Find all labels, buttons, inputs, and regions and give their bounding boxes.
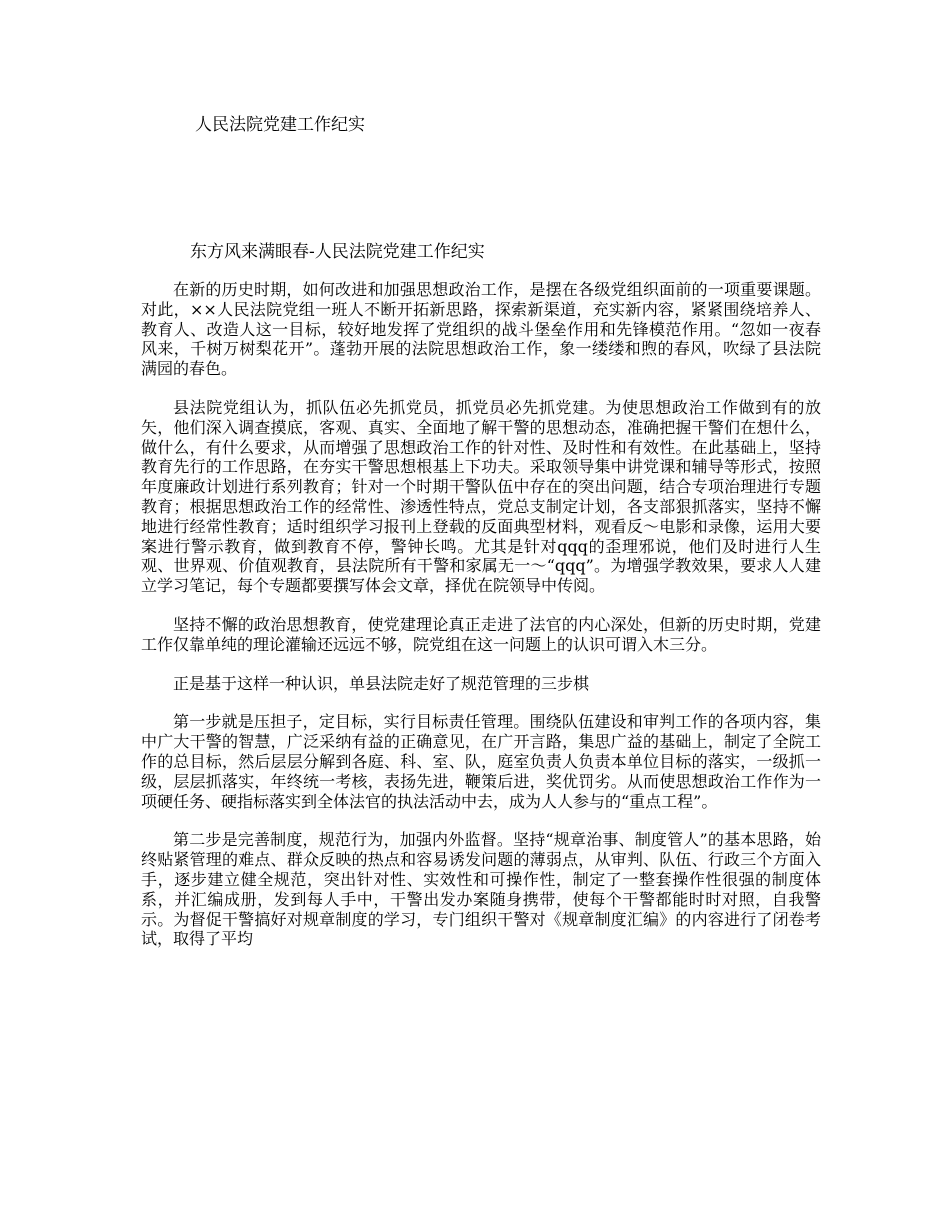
paragraph-step-one: 第一步就是压担子，定目标，实行目标责任管理。围绕队伍建设和审判工作的各项内容，集中广大干警的智慧，广泛采纳有益的正确意见，在广开言路，集思广益的基础上，制定了全院工作的总目标，然后层层分解到各庭、科、室、队，庭室负责人负责本单位目标的落实，一级抓一级，层层抓落实，年终统一考核，表扬先进，鞭策后进，奖优罚劣。从而使思想政治工作作为一项硬任务、硬指标落实到全体法官的执法活动中去，成为人人参与的“重点工程”。	[141, 712, 821, 811]
paragraph-theory: 坚持不懈的政治思想教育，使党建理论真正走进了法官的内心深处，但新的历史时期，党建工作仅靠单纯的理论灌输还远远不够，院党组在这一问题上的认识可谓入木三分。	[141, 614, 821, 654]
paragraph-three-steps: 正是基于这样一种认识，单县法院走好了规范管理的三步棋	[173, 673, 590, 693]
document-title: 人民法院党建工作纪实	[195, 115, 365, 135]
paragraph-step-two: 第二步是完善制度，规范行为，加强内外监督。坚持“规章治事、制度管人”的基本思路，始终贴紧管理的难点、群众反映的热点和容易诱发问题的薄弱点，从审判、队伍、行政三个方面入手，逐步建立健全规范，突出针对性、实效性和可操作性，制定了一整套操作性很强的制度体系，并汇编成册，发到每人手中，干警出发办案随身携带，使每个干警都能时时对照，自我警示。为督促干警搞好对规章制度的学习，专门组织干警对《规章制度汇编》的内容进行了闭卷考试，取得了平均	[141, 830, 821, 949]
document-body	[141, 280, 821, 968]
paragraph-education: 县法院党组认为，抓队伍必先抓党员，抓党员必先抓党建。为使思想政治工作做到有的放矢，他们深入调查摸底，客观、真实、全面地了解干警的思想动态，准确把握干警们在想什么，做什么，有什么要求，从而增强了思想政治工作的针对性、及时性和有效性。在此基础上，坚持教育先行的工作思路，在夯实干警思想根基上下功夫。采取领导集中讲党课和辅导等形式，按照年度廉政计划进行系列教育；针对一个时期干警队伍中存在的突出问题，结合专项治理进行专题教育；根据思想政治工作的经常性、渗透性特点，党总支制定计划，各支部狠抓落实，坚持不懈地进行经常性教育；适时组织学习报刊上登载的反面典型材料，观看反～电影和录像，运用大要案进行警示教育，做到教育不停，警钟长鸣。尤其是针对qqq的歪理邪说，他们及时进行人生观、世界观、价值观教育，县法院所有干警和家属无一～“qqq”。为增强学教效果，要求人人建立学习笔记，每个专题都要撰写体会文章，择优在院领导中传阅。	[141, 397, 821, 596]
document-subtitle: 东方风来满眼春-人民法院党建工作纪实	[190, 242, 485, 262]
paragraph-intro: 在新的历史时期，如何改进和加强思想政治工作，是摆在各级党组织面前的一项重要课题。对此，××人民法院党组一班人不断开拓新思路，探索新渠道，充实新内容，紧紧围绕培养人、教育人、改造人这一目标，较好地发挥了党组织的战斗堡垒作用和先锋模范作用。“忽如一夜春风来，千树万树梨花开”。蓬勃开展的法院思想政治工作，象一缕缕和煦的春风，吹绿了县法院满园的春色。	[141, 280, 821, 379]
